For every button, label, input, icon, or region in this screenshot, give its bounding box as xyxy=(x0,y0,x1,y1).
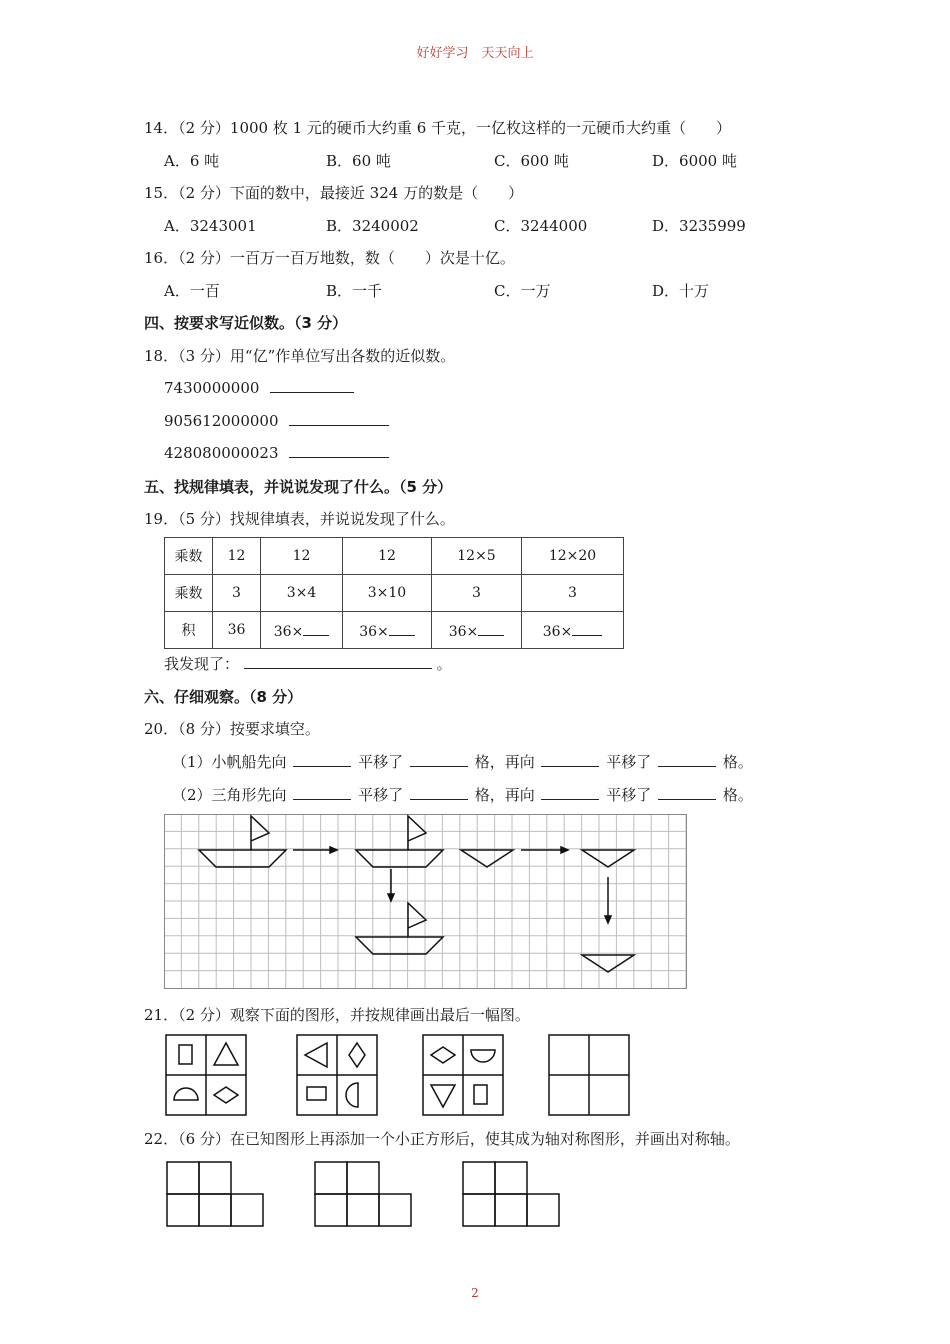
q19-found-end: 。 xyxy=(436,655,452,673)
square-shape-1[interactable] xyxy=(166,1161,266,1229)
q20-line-1: （1）小帆船先向 平移了 格，再向 平移了 格。 xyxy=(172,753,753,771)
question-19-stem: 19．（5 分）找规律填表，并说说发现了什么。 xyxy=(144,510,455,528)
q19-finding-blank[interactable] xyxy=(244,654,432,669)
question-15-stem: 15．（2 分）下面的数中，最接近 324 万的数是（ ） xyxy=(144,184,524,202)
semicircle-icon xyxy=(174,1088,198,1100)
triangle-icon xyxy=(305,1043,327,1067)
steps-blank[interactable] xyxy=(410,785,468,800)
q15-option-b[interactable]: B．3240002 xyxy=(326,217,419,235)
table-cell: 乘数 xyxy=(165,538,213,575)
pattern-box-answer[interactable] xyxy=(548,1034,630,1116)
direction-blank[interactable] xyxy=(293,752,351,767)
rectangle-icon xyxy=(179,1045,192,1064)
q16-option-d[interactable]: D．十万 xyxy=(652,282,710,300)
table-cell: 36× xyxy=(343,612,432,649)
q18-answer-blank[interactable] xyxy=(289,443,389,458)
q19-found-label: 我发现了： xyxy=(164,655,240,673)
semicircle-icon xyxy=(471,1050,495,1062)
q16-option-b[interactable]: B．一千 xyxy=(326,282,383,300)
direction-blank[interactable] xyxy=(541,785,599,800)
diamond-icon xyxy=(349,1043,365,1067)
rectangle-icon xyxy=(307,1087,326,1100)
table-row xyxy=(165,612,624,649)
table-cell: 3×10 xyxy=(343,575,432,612)
q18-number: 428080000023 xyxy=(164,444,279,462)
table-cell: 乘数 xyxy=(165,575,213,612)
q15-option-a[interactable]: A．3243001 xyxy=(164,217,257,235)
direction-blank[interactable] xyxy=(293,785,351,800)
pattern-box-1 xyxy=(165,1034,247,1116)
q14-option-d[interactable]: D．6000 吨 xyxy=(652,152,737,170)
diamond-icon xyxy=(214,1087,238,1103)
triangle-moved xyxy=(582,850,634,867)
section-4-title: 四、按要求写近似数。（3 分） xyxy=(144,314,348,332)
q19-finding xyxy=(164,653,452,674)
q18-number: 905612000000 xyxy=(164,412,279,430)
diamond-icon xyxy=(431,1047,455,1063)
page-number: 2 xyxy=(471,1286,479,1300)
table-answer-blank[interactable] xyxy=(303,621,329,636)
q16-option-a[interactable]: A．一百 xyxy=(164,282,220,300)
q20-line-2: （2）三角形先向 平移了 格，再向 平移了 格。 xyxy=(172,786,753,804)
triangle-final xyxy=(582,955,634,972)
rectangle-icon xyxy=(474,1085,487,1104)
section-6-title: 六、仔细观察。（8 分） xyxy=(144,688,303,706)
question-21-stem: 21．（2 分）观察下面的图形，并按规律画出最后一幅图。 xyxy=(144,1006,530,1024)
translation-grid-figure xyxy=(164,814,688,990)
table-cell: 3 xyxy=(432,575,522,612)
triangle-original xyxy=(461,850,513,867)
table-cell: 12×5 xyxy=(432,538,522,575)
square-shape-3[interactable] xyxy=(462,1161,562,1229)
table-cell: 36× xyxy=(522,612,624,649)
table-answer-blank[interactable] xyxy=(478,621,504,636)
steps-blank[interactable] xyxy=(410,752,468,767)
table-row xyxy=(165,538,624,575)
table-cell: 12 xyxy=(261,538,343,575)
triangle-icon xyxy=(431,1085,455,1107)
triangle-icon xyxy=(214,1043,238,1065)
table-cell: 12×20 xyxy=(522,538,624,575)
table-answer-blank[interactable] xyxy=(389,621,415,636)
steps-blank[interactable] xyxy=(658,785,716,800)
section-5-title: 五、找规律填表，并说说发现了什么。（5 分） xyxy=(144,478,453,496)
q14-option-a[interactable]: A．6 吨 xyxy=(164,152,220,170)
steps-blank[interactable] xyxy=(658,752,716,767)
direction-blank[interactable] xyxy=(541,752,599,767)
table-cell: 3×4 xyxy=(261,575,343,612)
table-cell: 36 xyxy=(213,612,261,649)
q18-item-3 xyxy=(164,443,389,462)
q18-number: 7430000000 xyxy=(164,379,260,397)
q18-item-2 xyxy=(164,411,389,430)
pattern-table xyxy=(164,537,624,649)
table-cell: 12 xyxy=(213,538,261,575)
table-cell: 36× xyxy=(261,612,343,649)
pattern-box-3 xyxy=(422,1034,504,1116)
question-20-stem: 20．（8 分）按要求填空。 xyxy=(144,720,320,738)
table-row xyxy=(165,575,624,612)
table-cell: 3 xyxy=(522,575,624,612)
question-16-stem: 16．（2 分）一百万一百万地数，数（ ）次是十亿。 xyxy=(144,249,515,267)
q18-item-1 xyxy=(164,378,354,397)
q14-option-c[interactable]: C．600 吨 xyxy=(494,152,569,170)
semicircle-icon xyxy=(346,1083,358,1107)
square-shape-2[interactable] xyxy=(314,1161,414,1229)
sailboat-moved xyxy=(356,816,443,867)
q15-option-c[interactable]: C．3244000 xyxy=(494,217,588,235)
sailboat-original xyxy=(199,816,286,867)
pattern-box-2 xyxy=(296,1034,378,1116)
q18-answer-blank[interactable] xyxy=(270,378,354,393)
q18-answer-blank[interactable] xyxy=(289,411,389,426)
table-cell: 积 xyxy=(165,612,213,649)
q16-option-c[interactable]: C．一万 xyxy=(494,282,551,300)
sailboat-final xyxy=(356,903,443,954)
page-header: 好好学习 天天向上 xyxy=(416,46,534,61)
question-14-stem: 14．（2 分）1000 枚 1 元的硬币大约重 6 千克，一亿枚这样的一元硬币大约重（ ） xyxy=(144,119,732,137)
q14-option-b[interactable]: B．60 吨 xyxy=(326,152,391,170)
table-cell: 36× xyxy=(432,612,522,649)
table-cell: 12 xyxy=(343,538,432,575)
question-18-stem: 18．（3 分）用“亿”作单位写出各数的近似数。 xyxy=(144,347,456,365)
table-answer-blank[interactable] xyxy=(572,621,602,636)
question-22-stem: 22．（6 分）在已知图形上再添加一个小正方形后，使其成为轴对称图形，并画出对称轴。 xyxy=(144,1130,740,1148)
q15-option-d[interactable]: D．3235999 xyxy=(652,217,746,235)
table-cell: 3 xyxy=(213,575,261,612)
